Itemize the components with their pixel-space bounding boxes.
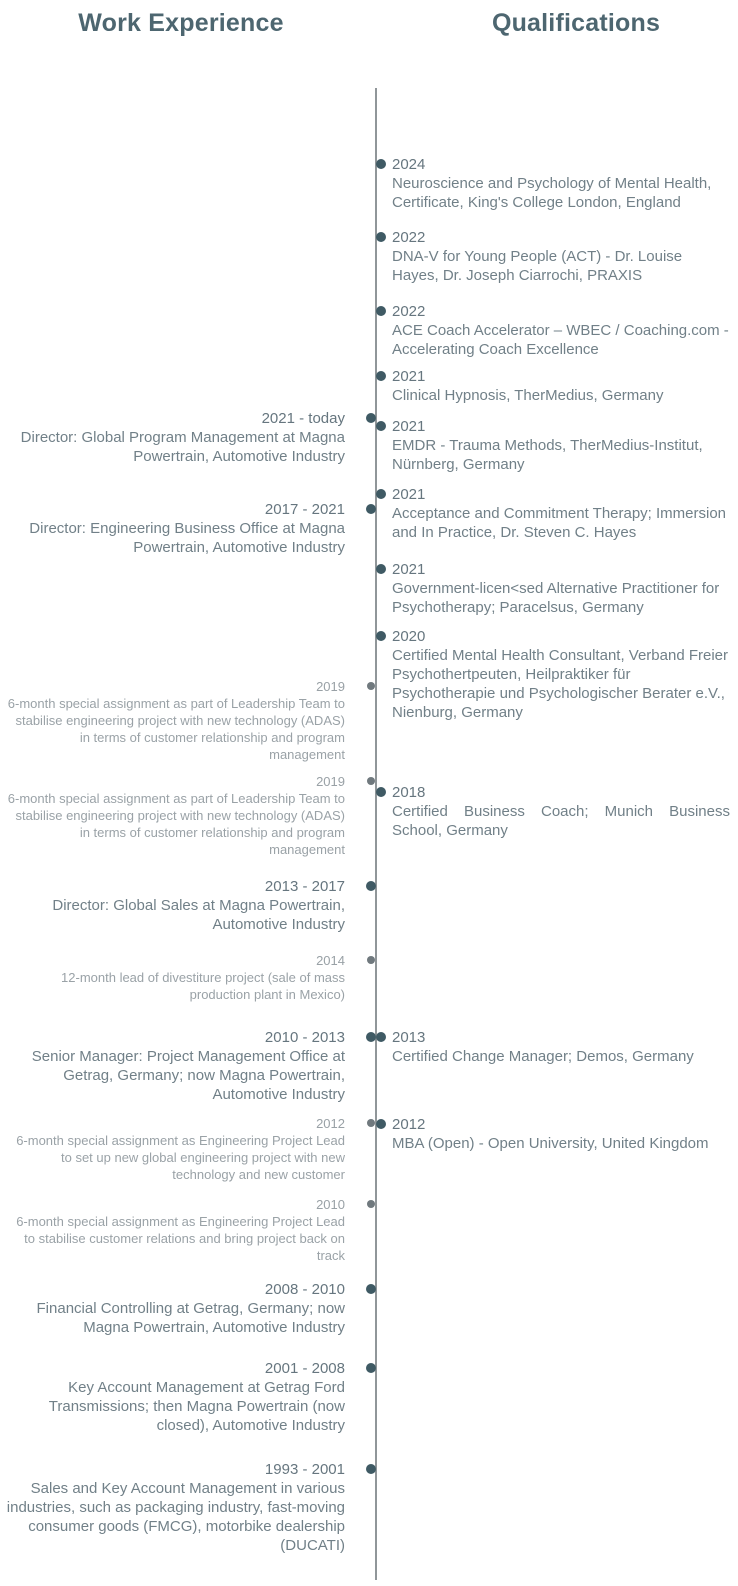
qualification-date: 2021 — [392, 418, 426, 435]
qualification-text: Certified Business Coach; Munich Business School, Germany — [392, 803, 730, 839]
work-entry-date: 2019 — [316, 774, 345, 789]
work-entry-text: 6-month special assignment as part of Leadership Team to stabilise engineering project with new technology (ADAS) in terms of customer relationship and program management — [7, 791, 345, 857]
timeline-dot-main — [376, 232, 386, 242]
work-entry-date: 2012 — [316, 1116, 345, 1131]
work-entry-text: 6-month special assignment as Engineering Project Lead to stabilise customer relations and bring project back on track — [16, 1214, 345, 1263]
work-entry-date: 2010 — [316, 1197, 345, 1212]
qualification-date: 2012 — [392, 1116, 426, 1133]
work-experience-header: Work Experience — [78, 9, 284, 37]
qualification-text: Certified Change Manager; Demos, Germany — [392, 1048, 694, 1065]
work-entry-text: 6-month special assignment as part of Leadership Team to stabilise engineering project with new technology (ADAS) in terms of customer relationship and program management — [7, 696, 345, 762]
timeline-dot-sub — [367, 777, 375, 785]
timeline-dot-main — [366, 1363, 376, 1373]
timeline-dot-main — [366, 881, 376, 891]
qualification-entry — [392, 417, 730, 474]
work-entry-date: 2017 - 2021 — [264, 501, 345, 518]
qualification-date: 2022 — [392, 229, 426, 246]
timeline-dot-main — [366, 504, 376, 514]
work-entry-text: Director: Global Program Management at Magna Powertrain, Automotive Industry — [20, 429, 345, 465]
qualification-date: 2013 — [392, 1029, 426, 1046]
timeline-dot-main — [376, 371, 386, 381]
work-entry — [5, 1028, 345, 1104]
qualification-entry — [392, 783, 730, 840]
work-entry-text: Director: Engineering Business Office at Magna Powertrain, Automotive Industry — [29, 520, 345, 556]
qualification-text: Acceptance and Commitment Therapy; Immersion and In Practice, Dr. Steven C. Hayes — [392, 505, 727, 541]
timeline-dot-main — [376, 421, 386, 431]
qualification-entry — [392, 302, 730, 359]
qualification-date: 2021 — [392, 486, 426, 503]
work-entry — [5, 500, 345, 557]
timeline-dot-sub — [367, 956, 375, 964]
work-entry-text: Key Account Management at Getrag Ford Transmissions; then Magna Powertrain (now closed), Automotive Industry — [48, 1379, 345, 1434]
qualification-date: 2018 — [392, 784, 426, 801]
qualification-entry — [392, 560, 730, 617]
qualification-entry — [392, 228, 730, 285]
timeline-dot-main — [376, 631, 386, 641]
work-entry-text: Senior Manager: Project Management Office at Getrag, Germany; now Magna Powertrain, Automotive Industry — [31, 1048, 345, 1103]
work-entry-text: Financial Controlling at Getrag, Germany; now Magna Powertrain, Automotive Industry — [36, 1300, 345, 1336]
qualification-entry — [392, 627, 730, 722]
timeline-dot-main — [366, 1464, 376, 1474]
work-entry-date: 2014 — [316, 953, 345, 968]
qualification-entry — [392, 1028, 730, 1066]
timeline-dot-main — [376, 489, 386, 499]
work-entry — [5, 952, 345, 1003]
qualification-date: 2024 — [392, 156, 426, 173]
timeline-dot-main — [366, 1284, 376, 1294]
work-entry-date: 2001 - 2008 — [264, 1360, 345, 1377]
timeline-dot-main — [376, 564, 386, 574]
work-entry-date: 1993 - 2001 — [264, 1461, 345, 1478]
qualification-text: ACE Coach Accelerator – WBEC / Coaching.com - Accelerating Coach Excellence — [392, 322, 729, 358]
qualification-entry — [392, 485, 730, 542]
work-entry-text: Sales and Key Account Management in various industries, such as packaging industry, fast-moving consumer goods (FMCG), motorbike dealership (DUCATI) — [6, 1480, 345, 1554]
work-entry-date: 2021 - today — [261, 410, 345, 427]
qualification-entry — [392, 1115, 730, 1153]
work-entry-text: 12-month lead of divestiture project (sale of mass production plant in Mexico) — [61, 970, 345, 1002]
work-entry-text: 6-month special assignment as Engineering Project Lead to set up new global engineering project with new technology and new customer — [16, 1133, 345, 1182]
qualification-text: Government-licen<sed Alternative Practitioner for Psychotherapy; Paracelsus, Germany — [392, 580, 720, 616]
timeline-dot-main — [366, 413, 376, 423]
work-entry — [5, 409, 345, 466]
qualification-date: 2021 — [392, 368, 426, 385]
work-entry — [5, 1460, 345, 1555]
work-entry-date: 2008 - 2010 — [264, 1281, 345, 1298]
work-entry — [5, 678, 345, 763]
timeline-dot-sub — [367, 1119, 375, 1127]
qualification-text: DNA-V for Young People (ACT) - Dr. Louise Hayes, Dr. Joseph Ciarrochi, PRAXIS — [392, 248, 683, 284]
timeline-dot-main — [376, 787, 386, 797]
work-entry — [5, 773, 345, 858]
timeline-dot-main — [376, 1119, 386, 1129]
qualifications-header: Qualifications — [491, 9, 661, 37]
work-entry — [5, 877, 345, 934]
timeline-dot-main — [376, 306, 386, 316]
qualification-text: Neuroscience and Psychology of Mental Health, Certificate, King's College London, England — [392, 175, 712, 211]
timeline-dot-main — [376, 159, 386, 169]
timeline-dot-main — [376, 1032, 386, 1042]
qualification-date: 2020 — [392, 628, 426, 645]
qualification-date: 2022 — [392, 303, 426, 320]
work-entry-date: 2019 — [316, 679, 345, 694]
timeline-dot-sub — [367, 1200, 375, 1208]
qualification-date: 2021 — [392, 561, 426, 578]
qualification-entry — [392, 155, 730, 212]
qualification-text: Clinical Hypnosis, TherMedius, Germany — [392, 387, 664, 404]
qualification-entry — [392, 367, 730, 405]
qualification-text: Certified Mental Health Consultant, Verband Freier Psychothertpeuten, Heilpraktiker für Psychotherapie und Psychologischer Berater e.V., Nienburg, Germany — [392, 647, 729, 721]
work-entry-date: 2013 - 2017 — [264, 878, 345, 895]
work-entry — [5, 1115, 345, 1183]
qualification-text: MBA (Open) - Open University, United Kingdom — [392, 1135, 709, 1152]
work-entry-text: Director: Global Sales at Magna Powertrain, Automotive Industry — [52, 897, 345, 933]
work-entry — [5, 1196, 345, 1264]
work-entry-date: 2010 - 2013 — [264, 1029, 345, 1046]
timeline-dot-sub — [367, 682, 375, 690]
work-entry — [5, 1280, 345, 1337]
work-entry — [5, 1359, 345, 1435]
qualification-text: EMDR - Trauma Methods, TherMedius-Institut, Nürnberg, Germany — [392, 437, 703, 473]
timeline-dot-main — [366, 1032, 376, 1042]
